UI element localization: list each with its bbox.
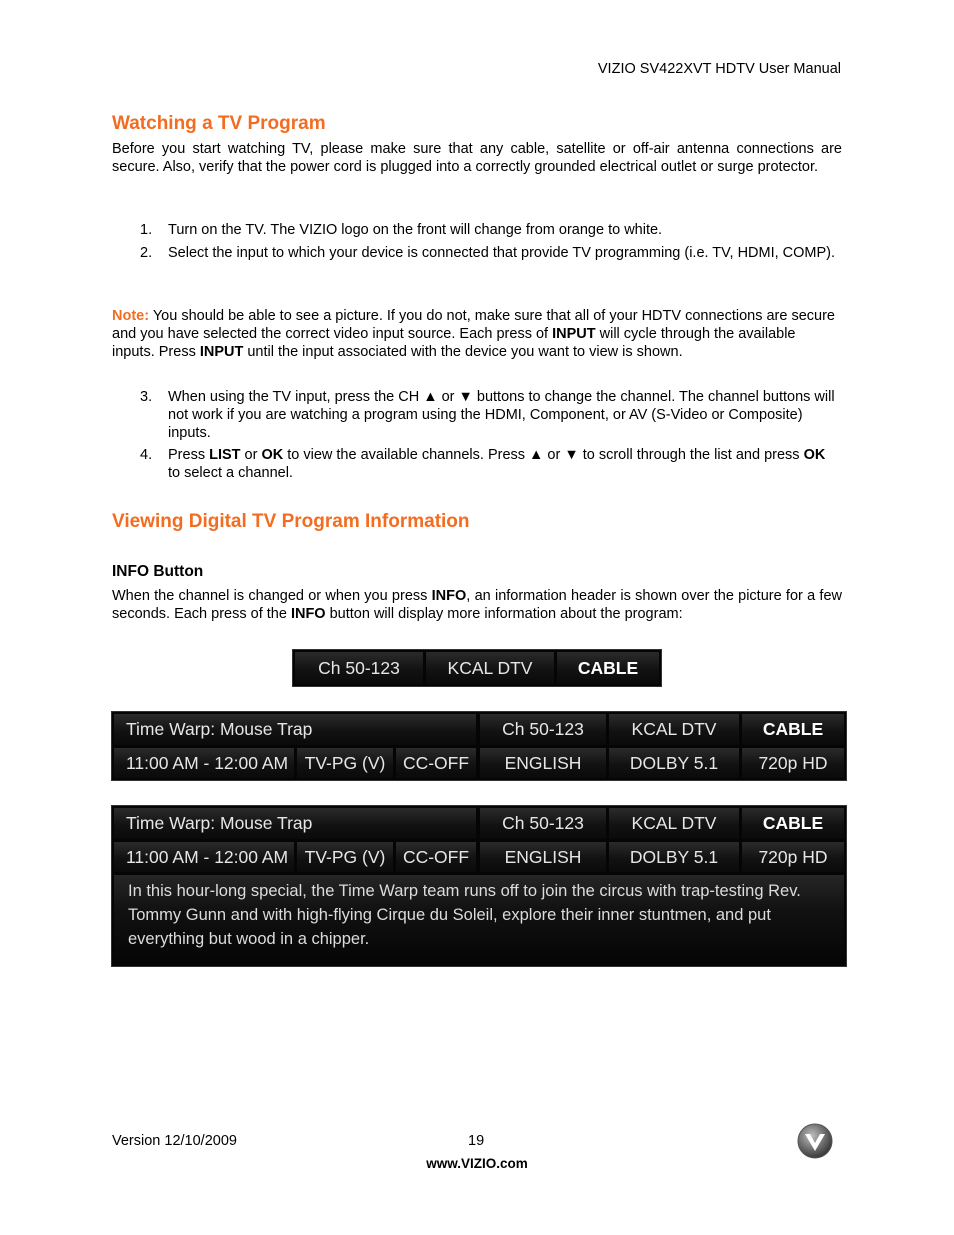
note-label: Note: <box>112 308 150 324</box>
page-number: 19 <box>468 1133 485 1149</box>
list-item <box>140 388 840 442</box>
banner-program-title: Time Warp: Mouse Trap <box>114 714 476 745</box>
list-item <box>140 446 840 482</box>
section-heading-digital-info: Viewing Digital TV Program Information <box>112 511 470 532</box>
section-heading-watching: Watching a TV Program <box>112 113 326 134</box>
list-item <box>140 244 840 280</box>
banner-description: In this hour-long special, the Time Warp team runs off to join the circus with trap-testing Rev. Tommy Gunn and with high-flying Cirque du Soleil, explore their inner stuntmen, and put everything but wood in a chipper. <box>114 875 844 964</box>
banner-resolution: 720p HD <box>742 748 844 778</box>
banner-source: CABLE <box>557 652 659 684</box>
banner-channel: Ch 50-123 <box>480 714 606 745</box>
banner-channel: Ch 50-123 <box>480 808 606 839</box>
banner-language: ENGLISH <box>480 842 606 872</box>
list-item <box>140 221 840 239</box>
intro-paragraph: Before you start watching TV, please make sure that any cable, satellite or off-air antenna connections are secure. Also, verify that the power cord is plugged into a correctly grounded electrical outlet or surge protector. <box>112 141 842 175</box>
list-text: When using the TV input, press the CH ▲ or ▼ buttons to change the channel. The channel buttons will not work if you are watching a program using the HDMI, Component, or AV (S-Video or Composite) inputs. <box>168 389 835 441</box>
subheading-info-button: INFO Button <box>112 563 204 580</box>
footer-url: www.VIZIO.com <box>426 1156 528 1171</box>
info-paragraph: When the channel is changed or when you press INFO, an information header is shown over the picture for a few seconds. Each press of the INFO button will display more information about the program: <box>112 588 842 622</box>
banner-source: CABLE <box>742 808 844 839</box>
vizio-v-logo-icon <box>797 1123 833 1159</box>
banner-cc: CC-OFF <box>396 842 476 872</box>
note-paragraph: Note: You should be able to see a picture. If you do not, make sure that all of your HDTV connections are secure and you have selected the correct video input source. Each press of INPUT will cycle through the available inputs. Press INPUT until the input associated with the device you want to view is shown. <box>112 308 835 360</box>
banner-channel: Ch 50-123 <box>295 652 423 684</box>
banner-station: KCAL DTV <box>609 808 739 839</box>
info-banner-full <box>111 805 847 967</box>
banner-program-title: Time Warp: Mouse Trap <box>114 808 476 839</box>
info-banner-medium <box>111 711 847 781</box>
list-number: 2. <box>140 245 153 261</box>
list-number: 4. <box>140 447 153 463</box>
banner-cc: CC-OFF <box>396 748 476 778</box>
info-banner-small <box>292 649 662 687</box>
banner-audio: DOLBY 5.1 <box>609 842 739 872</box>
banner-station: KCAL DTV <box>609 714 739 745</box>
footer-version: Version 12/10/2009 <box>112 1133 237 1149</box>
banner-language: ENGLISH <box>480 748 606 778</box>
banner-resolution: 720p HD <box>742 842 844 872</box>
banner-station: KCAL DTV <box>426 652 554 684</box>
banner-rating: TV-PG (V) <box>297 748 393 778</box>
list-number: 3. <box>140 389 153 405</box>
list-number: 1. <box>140 222 153 238</box>
banner-source: CABLE <box>742 714 844 745</box>
list-text: Turn on the TV. The VIZIO logo on the front will change from orange to white. <box>168 222 663 238</box>
banner-time: 11:00 AM - 12:00 AM <box>114 842 294 872</box>
running-header: VIZIO SV422XVT HDTV User Manual <box>597 61 841 77</box>
banner-rating: TV-PG (V) <box>297 842 393 872</box>
list-text: Select the input to which your device is connected that provide TV programming (i.e. TV, HDMI, COMP). <box>168 245 836 261</box>
banner-audio: DOLBY 5.1 <box>609 748 739 778</box>
banner-time: 11:00 AM - 12:00 AM <box>114 748 294 778</box>
list-text: Press LIST or OK to view the available channels. Press ▲ or ▼ to scroll through the list and press OK to select a channel. <box>168 447 826 481</box>
